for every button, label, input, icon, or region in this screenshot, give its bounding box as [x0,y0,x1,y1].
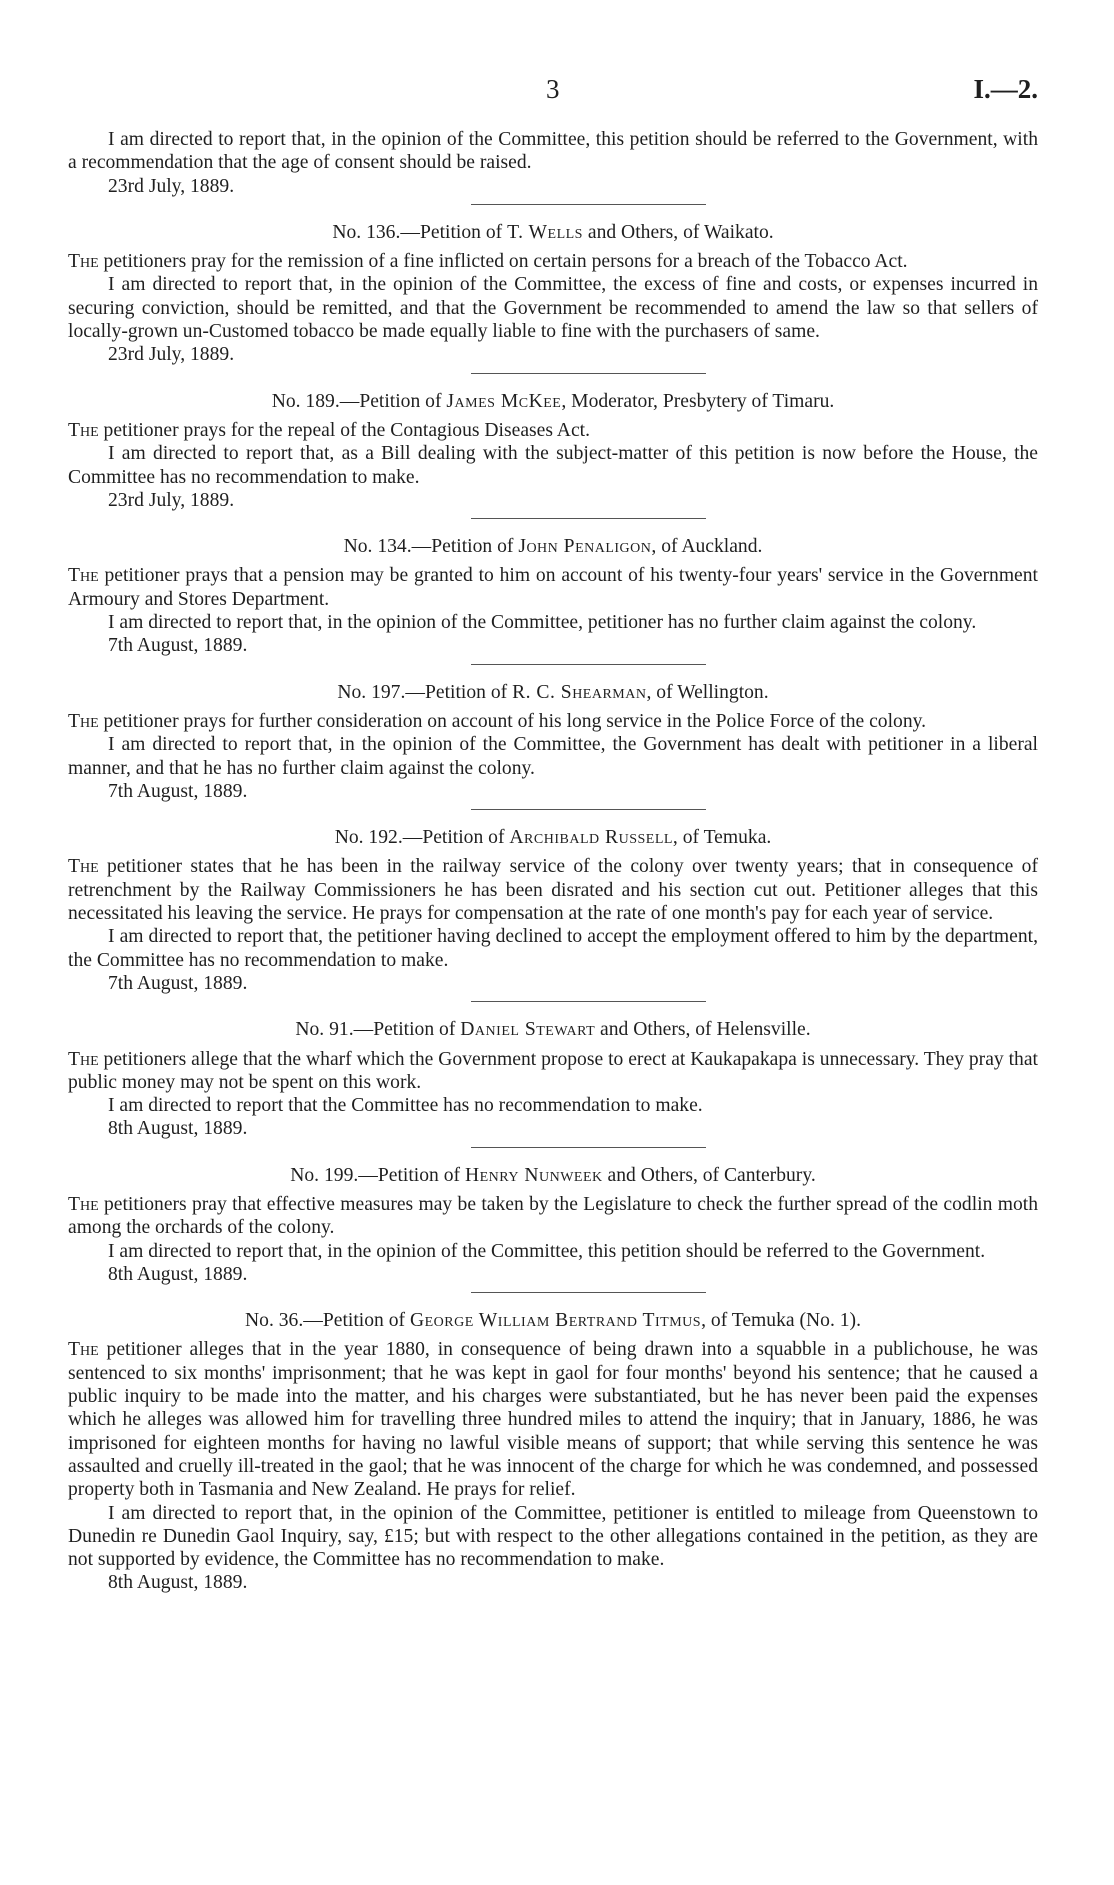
prayer-lead-word: The [68,710,99,732]
petition-title [68,1309,1038,1332]
section-divider [471,518,706,519]
petition-number: No. 189.—Petition of [271,390,447,412]
petition-prayer [68,419,1038,442]
report-date: 8th August, 1889. [108,1263,248,1285]
committee-report: I am directed to report that, in the opinion of the Committee, the Government has dealt with petitioner in a liberal manner, and that he has no further claim against the colony. [68,734,1038,779]
committee-report: I am directed to report that, in the opinion of the Committee, the excess of fine and costs, or expenses incurred in securing conviction, should be remitted, and that the Government be recommended to amend the law so that sellers of locally-grown un-Customed tobacco be made equally liable to fine with the purchasers of same. [68,274,1038,343]
petition-prayer [68,855,1038,925]
prayer-text: petitioner prays for further consideration on account of his long service in the Police Force of the colony. [98,710,927,732]
page-header [68,0,1038,110]
committee-report: I am directed to report that, in the opinion of the Committee, this petition should be referred to the Government. [108,1240,986,1262]
prayer-text: petitioner prays for the repeal of the Contagious Diseases Act. [98,419,590,441]
petition-title [68,1164,1038,1187]
petition-title [68,390,1038,413]
report-date: 7th August, 1889. [108,780,248,802]
prayer-lead-word: The [68,1048,99,1070]
section-divider [471,204,706,205]
page-number: 3 [546,74,560,104]
intro-report [68,128,1038,198]
petition-title [68,535,1038,558]
petition-section [68,826,1038,995]
petitioner-name: R. C. Shearman [512,681,647,703]
section-divider [471,1147,706,1148]
petition-origin: , Moderator, Presbytery of Timaru. [561,390,835,412]
petition-prayer [68,710,1038,733]
section-divider [471,373,706,374]
report-paragraph: I am directed to report that, in the opinion of the Committee, this petition should be referred to the Government, with a recommendation that the age of consent should be raised. [68,129,1038,174]
petition-section [68,681,1038,803]
prayer-text: petitioners allege that the wharf which the Government propose to erect at Kaukapakapa is unnecessary. They pray that public money may not be spent on this work. [68,1048,1038,1093]
prayer-text: petitioners pray that effective measures may be taken by the Legislature to check the further spread of the codlin moth among the orchards of the colony. [68,1193,1038,1239]
prayer-text: petitioner states that he has been in the railway service of the colony over twenty years; that in consequence of retrenchment by the Railway Commissioners he has been disrated and his section cut out. Petitioner alleges that this necessitated his leaving the service. He prays for compensation at the rate of one month's pay for each year of service. [68,856,1038,925]
petition-number: No. 134.—Petition of [343,536,519,558]
report-date: 23rd July, 1889. [108,344,235,366]
petition-origin: , of Auckland. [651,536,763,558]
petition-origin: and Others, of Helensville. [595,1019,811,1041]
petition-prayer [68,1193,1038,1240]
section-divider [471,809,706,810]
section-divider [471,664,706,665]
petition-section [68,390,1038,512]
prayer-lead-word: The [68,419,99,441]
report-date: 8th August, 1889. [108,1118,248,1140]
petition-origin: and Others, of Waikato. [582,221,774,243]
prayer-lead-word: The [68,856,99,878]
petitioner-name: Daniel Stewart [460,1019,596,1041]
petition-origin: , of Wellington. [646,681,769,703]
document-code: I.—2. [973,74,1038,104]
section-divider [471,1001,706,1002]
petitioner-name: Henry Nunweek [464,1164,603,1186]
committee-report: I am directed to report that, as a Bill dealing with the subject-matter of this petition is now before the House, the Committee has no recommendation to make. [68,443,1038,488]
petition-origin: and Others, of Canterbury. [602,1164,816,1186]
petitioner-name: James McKee [446,390,562,412]
report-date: 23rd July, 1889. [108,175,235,197]
petition-title [68,221,1038,244]
petition-number: No. 199.—Petition of [290,1164,465,1186]
committee-report: I am directed to report that, the petitioner having declined to accept the employment offered to him by the department, the Committee has no recommendation to make. [68,926,1038,971]
petition-number: No. 91.—Petition of [295,1019,461,1041]
committee-report: I am directed to report that, in the opinion of the Committee, petitioner has no further claim against the colony. [108,612,977,634]
petition-number: No. 36.—Petition of [245,1310,410,1332]
petition-origin: , of Temuka (No. 1). [701,1310,861,1332]
report-date: 23rd July, 1889. [108,489,235,511]
prayer-text: petitioner alleges that in the year 1880, in consequence of being drawn into a squabble in a publichouse, he was sentenced to six months' imprisonment; that he was kept in gaol for four months' beyond his sentence; that he caused a public inquiry to be made into the matter, and his charges were substantiated, but he has never been paid the expenses which he alleges was allowed him for travelling three hundred miles to attend the inquiry; that in January, 1886, he was imprisoned for eighteen months for having no lawful visible means of support; that while serving this sentence he was assaulted and cruelly ill-treated in the gaol; that he was innocent of the charge for which he was condemned, and possessed property both in Tasmania and New Zealand. He prays for relief. [68,1339,1038,1501]
petition-prayer [68,1048,1038,1095]
petition-title [68,681,1038,704]
petitions-list [68,204,1038,1595]
petition-section [68,221,1038,367]
report-date: 7th August, 1889. [108,635,248,657]
prayer-lead-word: The [68,251,99,273]
prayer-lead-word: The [68,1339,99,1361]
report-date: 8th August, 1889. [108,1572,248,1594]
prayer-text: petitioner prays that a pension may be granted to him on account of his twenty-four years' service in the Government Armoury and Stores Department. [68,565,1038,610]
section-divider [471,1292,706,1293]
committee-report: I am directed to report that, in the opinion of the Committee, petitioner is entitled to mileage from Queenstown to Dunedin re Dunedin Gaol Inquiry, say, £15; but with respect to the other allegations contained in the petition, as they are not supported by evidence, the Committee has no recommendation to make. [68,1502,1038,1571]
petition-section [68,535,1038,657]
petition-number: No. 192.—Petition of [334,827,510,849]
petition-prayer [68,1338,1038,1501]
document-page [68,0,1038,1595]
report-date: 7th August, 1889. [108,972,248,994]
petition-origin: , of Temuka. [672,827,772,849]
petition-number: No. 197.—Petition of [337,681,513,703]
petitioner-name: John Penaligon [518,536,652,558]
prayer-lead-word: The [68,1193,99,1215]
prayer-lead-word: The [68,565,99,587]
petition-title [68,826,1038,849]
petition-section [68,1309,1038,1595]
petitioner-name: George William Bertrand Titmus [409,1310,702,1332]
petition-section [68,1164,1038,1286]
petition-prayer [68,564,1038,611]
petition-section [68,1018,1038,1140]
prayer-text: petitioners pray for the remission of a fine inflicted on certain persons for a breach of the Tobacco Act. [98,251,908,273]
petitioner-name: Archibald Russell [509,827,673,849]
petition-number: No. 136.—Petition of [332,221,508,243]
petition-title [68,1018,1038,1041]
petition-prayer [68,250,1038,273]
committee-report: I am directed to report that the Committee has no recommendation to make. [108,1095,703,1117]
petitioner-name: T. Wells [507,221,583,243]
